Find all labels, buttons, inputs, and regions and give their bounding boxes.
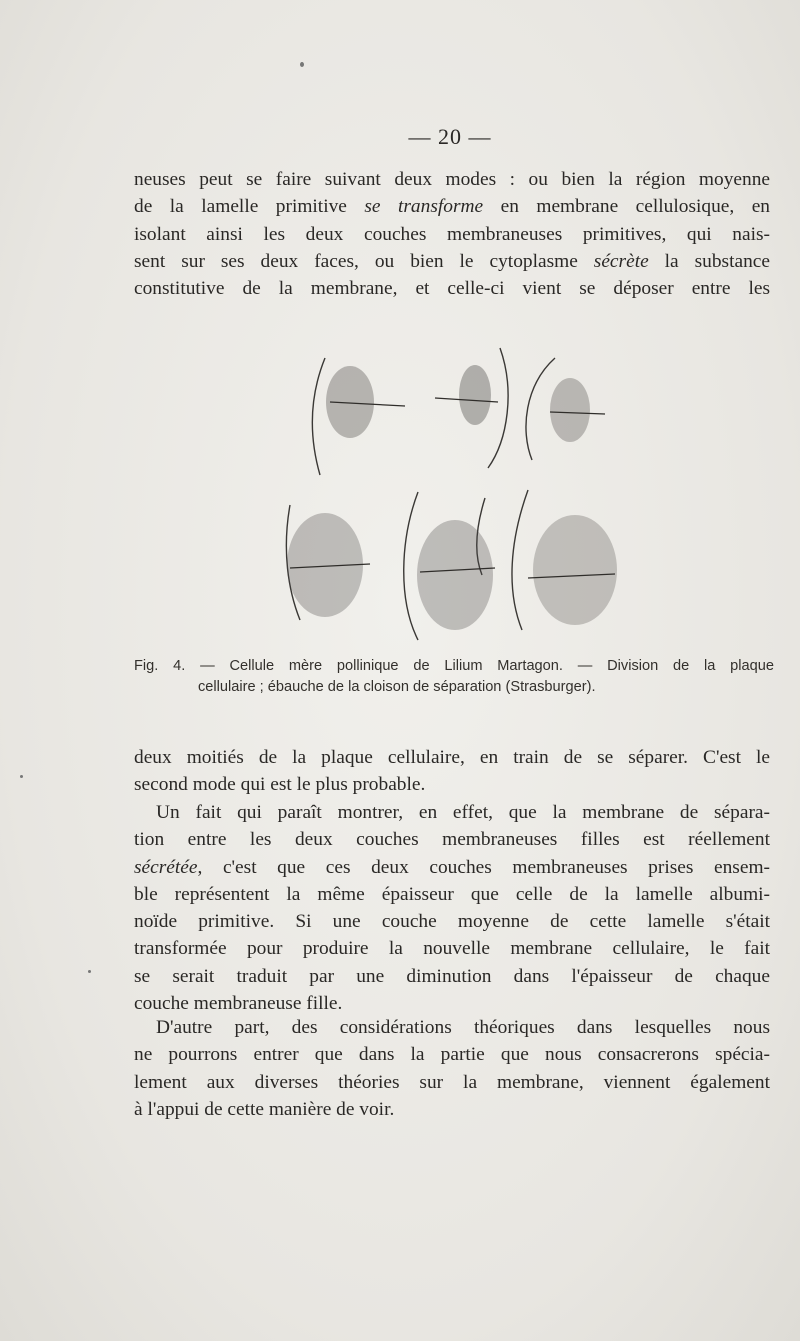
text-run: ne pourrons entrer que dans la partie que nous consacrerons spécia- [134, 1044, 770, 1066]
text-run: deux moitiés de la plaque cellulaire, en train de se séparer. C'est le [134, 747, 770, 768]
text-line [134, 826, 770, 853]
text-run: la substance [648, 250, 771, 272]
page-number: — 20 — [408, 124, 492, 149]
paper-speck [88, 970, 91, 973]
text-run: transformée pour produire la nouvelle membrane cellulaire, le fait [134, 938, 770, 960]
text-line [134, 1096, 770, 1123]
text-line [134, 1069, 770, 1096]
text-line [134, 963, 770, 990]
paragraph-top [134, 166, 770, 302]
text-line [134, 221, 770, 248]
figure-cell-division-illustration [270, 340, 630, 645]
text-line [134, 908, 770, 935]
paper-speck [20, 775, 23, 778]
text-run: en membrane cellulosique, en [483, 196, 771, 218]
text-run: noïde primitive. Si une couche moyenne de cette lamelle s'était [134, 911, 770, 933]
text-line [134, 935, 770, 962]
text-run: D'autre part, des considérations théoriques dans lesquelles nous [156, 1017, 770, 1038]
text-run: second mode qui est le plus probable. [134, 774, 426, 796]
text-run: se serait traduit par une diminution dans l'épaisseur de chaque [134, 965, 770, 987]
text-run: constitutive de la membrane, et celle-ci vient se déposer entre les [134, 278, 770, 300]
figure-caption [134, 656, 774, 698]
text-line [134, 1014, 770, 1041]
text-line [134, 799, 770, 826]
text-line [134, 744, 770, 771]
text-run: Un fait qui paraît montrer, en effet, que la membrane de sépara- [156, 802, 770, 823]
text-line [134, 193, 770, 220]
text-run: , c'est que ces deux couches membraneuses prises ensem- [197, 856, 770, 878]
text-line [134, 248, 770, 275]
italic-text: sécrétée [134, 856, 198, 878]
italic-text: se transforme [364, 196, 484, 218]
text-run: isolant ainsi les deux couches membraneuses primitives, qui nais- [134, 223, 770, 245]
figure-caption-line-2: cellulaire ; ébauche de la cloison de séparation (Strasburger). [198, 679, 596, 695]
text-run: sent sur ses deux faces, ou bien le cytoplasme [134, 250, 594, 272]
text-run: tion entre les deux couches membraneuses filles est réellement [134, 829, 770, 851]
text-run: couche membraneuse fille. [134, 993, 343, 1015]
text-run: neuses peut se faire suivant deux modes : ou bien la région moyenne [134, 169, 770, 190]
figure-caption-line-1: Fig. 4. — Cellule mère pollinique de Lilium Martagon. — Division de la plaque [134, 658, 774, 674]
text-line [134, 1041, 770, 1068]
italic-text: sécrète [593, 250, 649, 272]
text-line [134, 854, 770, 881]
text-line [134, 771, 770, 798]
paragraph-secretee [134, 799, 770, 1017]
text-line [134, 275, 770, 302]
text-run: ble représentent la même épaisseur que celle de la lamelle albumi- [134, 883, 770, 905]
text-run: lement aux diverses théories sur la membrane, viennent également [134, 1071, 770, 1093]
paper-speck [300, 62, 304, 67]
paragraph-after-figure [134, 744, 770, 799]
paragraph-autre-part [134, 1014, 770, 1123]
text-line [134, 166, 770, 193]
text-run: de la lamelle primitive [134, 196, 365, 218]
text-run: à l'appui de cette manière de voir. [134, 1098, 395, 1120]
text-line [134, 881, 770, 908]
